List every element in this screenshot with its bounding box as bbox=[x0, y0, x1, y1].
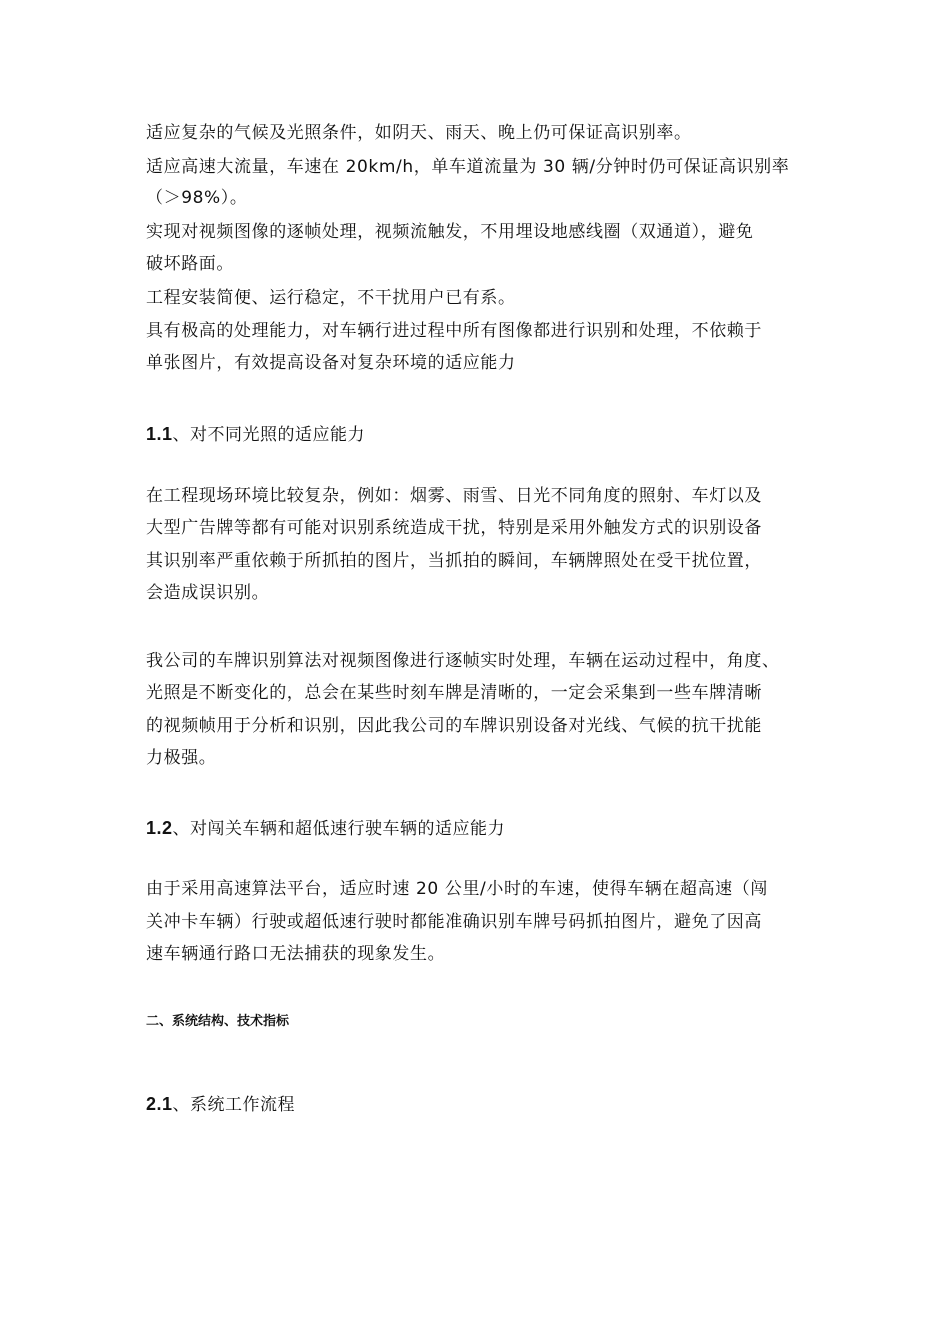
section-number: 1.2 bbox=[146, 818, 173, 838]
paragraph-line: 光照是不断变化的，总会在某些时刻车牌是清晰的，一定会采集到一些车牌清晰 bbox=[146, 683, 762, 703]
intro-line: 具有极高的处理能力，对车辆行进过程中所有图像都进行识别和处理，不依赖于 bbox=[146, 321, 762, 341]
paragraph-line: 的视频帧用于分析和识别，因此我公司的车牌识别设备对光线、气候的抗干扰能 bbox=[146, 716, 762, 736]
intro-line: 适应复杂的气候及光照条件，如阴天、雨天、晚上仍可保证高识别率。 bbox=[146, 123, 692, 143]
section-title: 、对闯关车辆和超低速行驶车辆的适应能力 bbox=[172, 819, 506, 839]
intro-line: 实现对视频图像的逐帧处理，视频流触发，不用埋设地感线圈（双通道），避免 bbox=[146, 222, 754, 242]
paragraph-line: 会造成误识别。 bbox=[146, 583, 270, 603]
paragraph-line: 在工程现场环境比较复杂，例如：烟雾、雨雪、日光不同角度的照射、车灯以及 bbox=[146, 486, 762, 506]
chapter-heading: 二、系统结构、技术指标 bbox=[146, 1014, 290, 1029]
intro-line: 工程安装简便、运行稳定，不干扰用户已有系。 bbox=[146, 288, 516, 308]
section-heading-1-2 bbox=[146, 817, 505, 840]
section-number: 1.1 bbox=[146, 424, 173, 444]
section-title: 、对不同光照的适应能力 bbox=[172, 425, 366, 445]
intro-line: 适应高速大流量，车速在 20km/h，单车道流量为 30 辆/分钟时仍可保证高识别率 bbox=[146, 157, 790, 177]
section-heading-2-1 bbox=[146, 1093, 295, 1116]
section-title: 、系统工作流程 bbox=[172, 1095, 296, 1115]
paragraph-line: 我公司的车牌识别算法对视频图像进行逐帧实时处理，车辆在运动过程中，角度、 bbox=[146, 651, 780, 671]
section-number: 2.1 bbox=[146, 1094, 173, 1114]
intro-line: （＞98%）。 bbox=[146, 188, 248, 208]
paragraph-line: 关冲卡车辆）行驶或超低速行驶时都能准确识别车牌号码抓拍图片，避免了因高 bbox=[146, 912, 762, 932]
paragraph-line: 大型广告牌等都有可能对识别系统造成干扰，特别是采用外触发方式的识别设备 bbox=[146, 518, 762, 538]
paragraph-line: 其识别率严重依赖于所抓拍的图片，当抓拍的瞬间，车辆牌照处在受干扰位置， bbox=[146, 551, 762, 571]
intro-line: 单张图片，有效提高设备对复杂环境的适应能力 bbox=[146, 353, 516, 373]
paragraph-line: 力极强。 bbox=[146, 748, 217, 768]
intro-line: 破坏路面。 bbox=[146, 254, 234, 274]
paragraph-line: 速车辆通行路口无法捕获的现象发生。 bbox=[146, 944, 446, 964]
section-heading-1-1 bbox=[146, 423, 365, 446]
paragraph-line: 由于采用高速算法平台，适应时速 20 公里/小时的车速，使得车辆在超高速（闯 bbox=[146, 879, 768, 899]
